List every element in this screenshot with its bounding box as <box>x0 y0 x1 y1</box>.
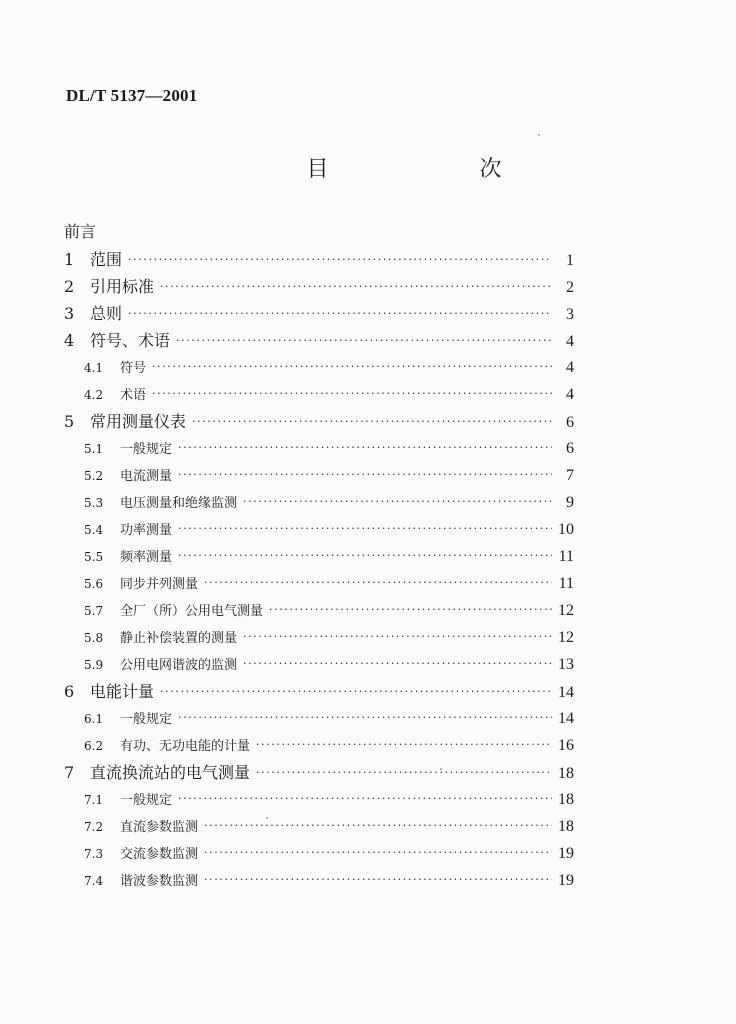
toc-entry <box>64 759 574 786</box>
toc-entry-label: 电能计量 <box>90 682 155 701</box>
toc-entry-page: 2 <box>566 279 574 296</box>
toc-leader-dots <box>128 300 552 327</box>
toc-entry-number: 5.6 <box>84 577 104 591</box>
toc-entry-label: 同步并列测量 <box>120 577 199 592</box>
toc-leader-dots <box>178 704 552 731</box>
toc-entry-number: 1 <box>64 250 75 269</box>
toc-entry <box>64 354 574 381</box>
toc-leader-dots <box>256 759 552 786</box>
toc-leader-dots <box>243 650 552 677</box>
toc-entry-label: 一般规定 <box>120 712 173 727</box>
toc-entry-number: 3 <box>64 304 75 323</box>
scan-speck <box>266 817 268 819</box>
toc-entry <box>64 408 574 435</box>
toc-entry <box>64 840 574 867</box>
toc-entry-page: 4 <box>566 386 574 403</box>
toc-leader-dots <box>176 327 552 354</box>
toc-entry-number: 5.3 <box>84 496 104 510</box>
toc-leader-dots <box>178 785 552 812</box>
toc-entry-number: 5 <box>64 412 75 431</box>
toc-entry-number: 7.2 <box>84 820 104 834</box>
toc-entry-page: 7 <box>566 467 574 484</box>
toc-entry-page: 1 <box>566 252 574 269</box>
toc-entry-number: 5.4 <box>84 523 104 537</box>
toc-leader-dots <box>178 515 552 542</box>
toc-entry-label: 符号、术语 <box>90 331 171 350</box>
toc-entry-number: 5.9 <box>84 658 104 672</box>
toc-entry <box>64 246 574 273</box>
toc-entry-number: 5.8 <box>84 631 104 645</box>
toc-entry-page: 18 <box>558 765 574 782</box>
toc-entry-label: 引用标准 <box>90 277 155 296</box>
toc-entry-label: 总则 <box>90 304 123 323</box>
toc-entry <box>64 489 574 516</box>
toc-entry-page: 12 <box>558 629 574 646</box>
toc-entry-label: 电压测量和绝缘监测 <box>120 496 238 511</box>
toc-entry-label: 公用电网谐波的监测 <box>120 658 238 673</box>
toc-entry <box>64 813 574 840</box>
toc-leader-dots <box>160 678 552 705</box>
toc-leader-dots <box>269 596 552 623</box>
toc-leader-dots <box>256 731 552 758</box>
toc-leader-dots <box>178 542 552 569</box>
toc-entry <box>64 705 574 732</box>
toc-entry-number: 2 <box>64 277 75 296</box>
toc-entry-page: 4 <box>566 359 574 376</box>
toc-entry <box>64 327 574 354</box>
toc-leader-dots <box>178 434 552 461</box>
toc-list <box>64 246 574 894</box>
toc-leader-dots <box>204 866 552 893</box>
toc-entry-label: 范围 <box>90 250 123 269</box>
toc-entry-page: 19 <box>558 845 574 862</box>
toc-entry-number: 5.2 <box>84 469 104 483</box>
scan-speck <box>538 134 540 136</box>
toc-entry-page: 11 <box>558 548 574 565</box>
toc-entry-number: 4.1 <box>84 361 104 375</box>
toc-entry-number: 4 <box>64 331 75 350</box>
toc-entry-page: 11 <box>558 575 574 592</box>
toc-entry-page: 3 <box>566 306 574 323</box>
toc-entry-number: 7.4 <box>84 874 104 888</box>
toc-leader-dots <box>152 380 552 407</box>
toc-entry-label: 符号 <box>120 361 147 376</box>
toc-entry <box>64 543 574 570</box>
toc-entry <box>64 732 574 759</box>
scan-speck <box>440 768 442 770</box>
toc-entry-label: 电流测量 <box>120 469 173 484</box>
toc-leader-dots <box>152 353 552 380</box>
toc-title: 目 次 <box>306 157 574 182</box>
toc-entry <box>64 300 574 327</box>
toc-entry-label: 谐波参数监测 <box>120 874 199 889</box>
toc-entry-page: 14 <box>558 710 574 727</box>
toc-entry-page: 6 <box>566 440 574 457</box>
toc-entry-page: 16 <box>558 737 574 754</box>
toc-entry-number: 7.3 <box>84 847 104 861</box>
toc-leader-dots <box>192 408 552 435</box>
toc-entry-label: 交流参数监测 <box>120 847 199 862</box>
toc-entry-label: 直流参数监测 <box>120 820 199 835</box>
toc-entry-page: 14 <box>558 684 574 701</box>
toc-entry-page: 13 <box>558 656 574 673</box>
toc-leader-dots <box>160 273 552 300</box>
toc-entry-label: 术语 <box>120 388 147 403</box>
toc-leader-dots <box>204 569 552 596</box>
toc-entry-page: 10 <box>558 521 574 538</box>
toc-preface: 前言 <box>64 222 97 241</box>
toc-entry-page: 4 <box>566 333 574 350</box>
toc-entry-page: 18 <box>558 818 574 835</box>
toc-entry-label: 全厂（所）公用电气测量 <box>120 604 264 619</box>
toc-entry <box>64 381 574 408</box>
toc-entry <box>64 624 574 651</box>
toc-leader-dots <box>128 246 552 273</box>
toc-entry <box>64 597 574 624</box>
toc-entry <box>64 678 574 705</box>
toc-entry <box>64 435 574 462</box>
toc-entry-number: 5.7 <box>84 604 104 618</box>
toc-entry-number: 6 <box>64 682 75 701</box>
toc-entry-number: 6.2 <box>84 739 104 753</box>
toc-entry <box>64 273 574 300</box>
toc-entry-page: 9 <box>566 494 574 511</box>
toc-entry <box>64 516 574 543</box>
toc-entry <box>64 786 574 813</box>
toc-entry-number: 7 <box>64 763 75 782</box>
toc-entry-number: 5.1 <box>84 442 104 456</box>
toc-leader-dots <box>243 488 552 515</box>
toc-entry-page: 18 <box>558 791 574 808</box>
toc-entry-label: 常用测量仪表 <box>90 412 187 431</box>
toc-entry <box>64 651 574 678</box>
toc-entry <box>64 462 574 489</box>
toc-entry-label: 有功、无功电能的计量 <box>120 739 251 754</box>
toc-entry-label: 频率测量 <box>120 550 173 565</box>
toc-entry-label: 一般规定 <box>120 442 173 457</box>
toc-leader-dots <box>243 623 552 650</box>
document-code: DL/T 5137—2001 <box>66 86 198 105</box>
toc-entry-label: 静止补偿装置的测量 <box>120 631 238 646</box>
toc-leader-dots <box>178 461 552 488</box>
toc-entry-label: 直流换流站的电气测量 <box>90 763 251 782</box>
toc-entry-page: 19 <box>558 872 574 889</box>
toc-entry-page: 12 <box>558 602 574 619</box>
toc-entry-number: 4.2 <box>84 388 104 402</box>
toc-entry-number: 7.1 <box>84 793 104 807</box>
toc-entry-label: 一般规定 <box>120 793 173 808</box>
toc-leader-dots <box>204 812 552 839</box>
toc-entry-number: 6.1 <box>84 712 104 726</box>
toc-entry-label: 功率测量 <box>120 523 173 538</box>
toc-entry <box>64 570 574 597</box>
toc-entry-number: 5.5 <box>84 550 104 564</box>
toc-entry-page: 6 <box>566 414 574 431</box>
toc-entry <box>64 867 574 894</box>
toc-leader-dots <box>204 839 552 866</box>
